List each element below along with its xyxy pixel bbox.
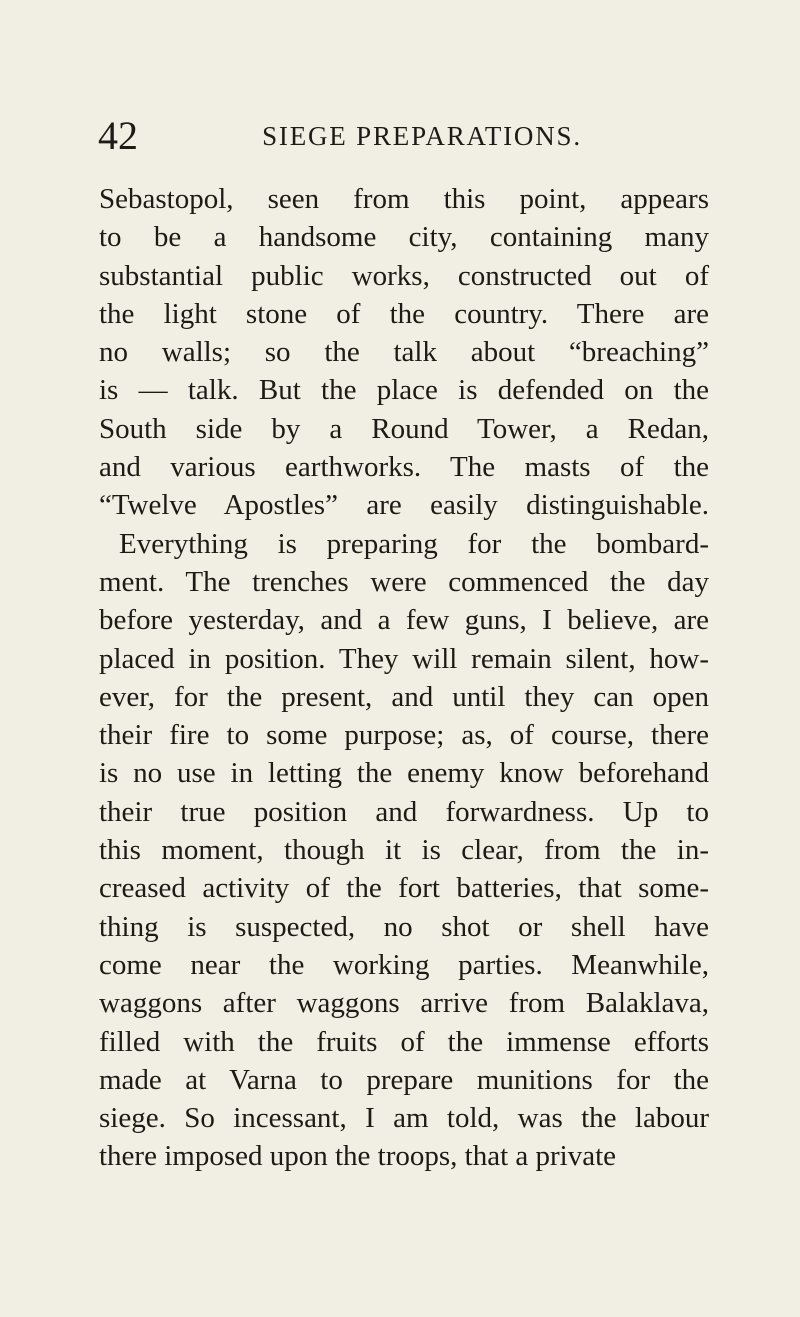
text-line: the light stone of the country. There are [99,297,709,330]
text-line: to be a handsome city, containing many [99,221,709,254]
text-line: filled with the fruits of the immense efforts [99,1025,709,1058]
body-text [99,180,709,1176]
text-line: and various earthworks. The masts of the [99,451,709,484]
text-line: this moment, though it is clear, from the in- [99,834,709,867]
running-head: SIEGE PREPARATIONS. [262,121,582,151]
text-line: their true position and forwardness. Up to [99,795,709,828]
text-line: siege. So incessant, I am told, was the labour [99,1102,709,1135]
text-line: is — talk. But the place is defended on the [99,374,709,407]
text-line: come near the working parties. Meanwhile, [99,948,709,981]
text-line: made at Varna to prepare munitions for the [99,1063,709,1096]
page-header [98,112,706,160]
text-line: ment. The trenches were commenced the day [99,565,709,598]
text-line: “Twelve Apostles” are easily distinguishable. [99,489,709,522]
text-line: their fire to some purpose; as, of course, there [99,719,709,752]
text-line: placed in position. They will remain silent, how- [99,642,709,675]
text-line: South side by a Round Tower, a Redan, [99,412,709,445]
text-line: ever, for the present, and until they can open [99,680,709,713]
text-line: Sebastopol, seen from this point, appears [99,183,709,215]
text-line: waggons after waggons arrive from Balaklava, [99,987,709,1020]
text-line: creased activity of the fort batteries, that some- [99,872,709,905]
page-number: 42 [98,113,138,158]
text-line: thing is suspected, no shot or shell have [99,910,709,943]
text-line: substantial public works, constructed out of [99,259,709,292]
text-line: is no use in letting the enemy know beforehand [99,757,709,790]
text-line: no walls; so the talk about “breaching” [99,336,709,369]
text-line: there imposed upon the troops, that a private [99,1140,617,1173]
text-line: before yesterday, and a few guns, I believe, are [99,604,709,637]
text-line: Everything is preparing for the bombard- [119,527,709,560]
